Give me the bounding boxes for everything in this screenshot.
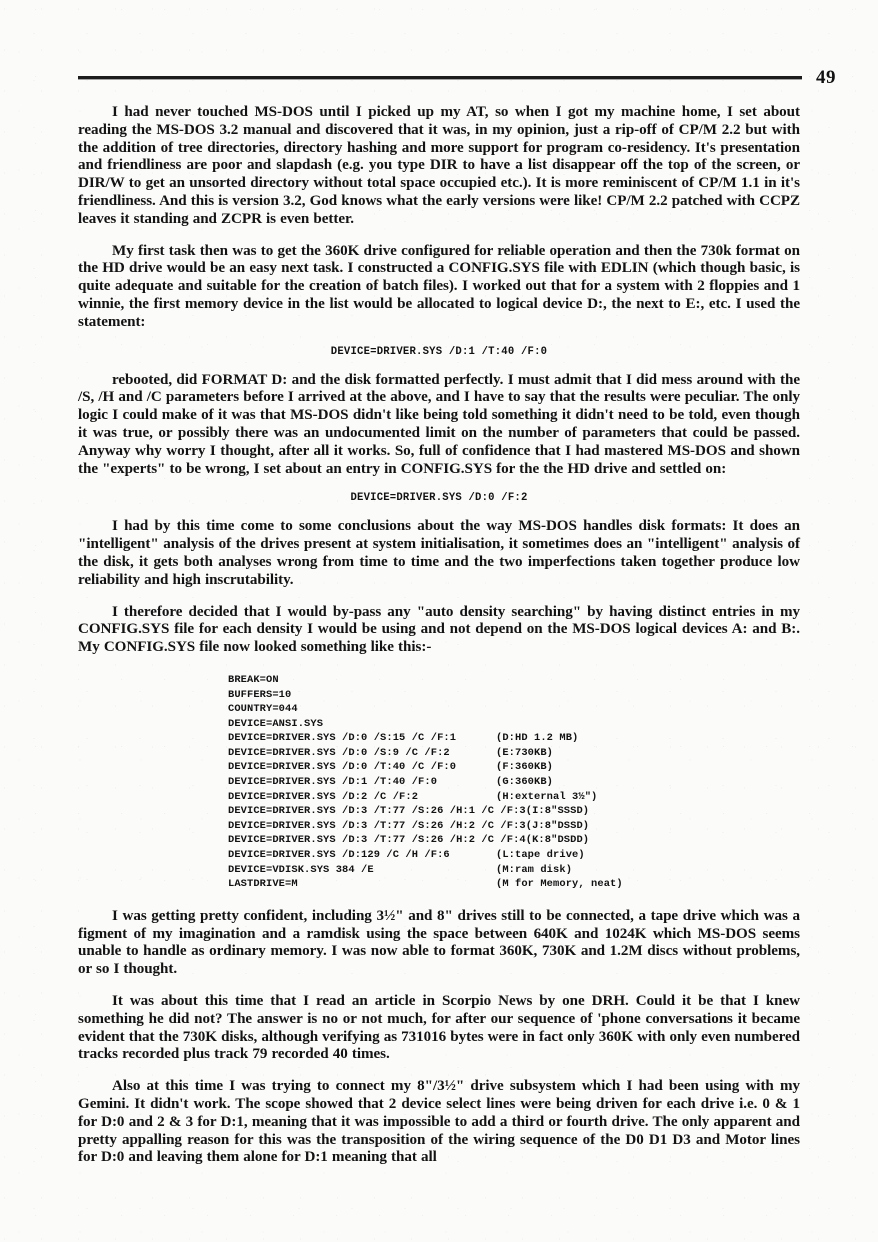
device-statement-1: DEVICE=DRIVER.SYS /D:1 /T:40 /F:0 (330, 345, 548, 358)
text-column (78, 104, 800, 1181)
listing-row (228, 848, 800, 863)
paragraph-6: I was getting pretty confident, including 3½" and 8" drives still to be connected, a tape drive which was a figment of my imagination and a ramdisk using the space between 640K and 1024K which MS-DOS seems unable to handle as ordinary memory. I was now able to format 360K, 730K and 1.2M discs without problems, or so I thought. (78, 907, 800, 978)
listing-note: (I:8"SSSD) (525, 805, 590, 818)
paragraph-8: Also at this time I was trying to connect my 8"/3½" drive subsystem which I had been using with my Gemini. It didn't work. The scope showed that 2 device select lines were being driven for each drive i.e. 0 & 1 for D:0 and 2 & 3 for D:1, meaning that it was impossible to add a third or fourth drive. The only apparent and pretty appalling reason for this was the transposition of the wiring sequence of the D0 D1 D3 and Motor lines for D:0 and leaving them alone for D:1 meaning that all (78, 1078, 800, 1166)
listing-statement: DEVICE=DRIVER.SYS /D:129 /C /H /F:6 (228, 849, 450, 862)
page-number: 49 (816, 66, 836, 88)
listing-statement: BREAK=ON (228, 673, 279, 686)
listing-statement: DEVICE=DRIVER.SYS /D:3 /T:77 /S:26 /H:1 /C /F:3 (228, 805, 526, 818)
listing-statement: DEVICE=DRIVER.SYS /D:3 /T:77 /S:26 /H:2 /C /F:4 (228, 834, 526, 847)
listing-note: (J:8"DSSD) (525, 819, 590, 832)
listing-note: (M for Memory, neat) (496, 878, 623, 891)
listing-row (228, 731, 800, 746)
listing-statement: DEVICE=DRIVER.SYS /D:0 /S:15 /C /F:1 (228, 732, 457, 745)
config-sys-listing (78, 673, 800, 892)
paragraph-5: I therefore decided that I would by-pass any "auto density searching" by having distinct entries in my CONFIG.SYS file for each density I would be using and not depend on the MS-DOS logical devices A: and B:. My CONFIG.SYS file now looked something like this:- (78, 603, 800, 656)
listing-note: (L:tape drive) (496, 849, 585, 862)
listing-row (228, 702, 800, 717)
listing-note: (K:8"DSDD) (525, 834, 590, 847)
listing-statement: DEVICE=DRIVER.SYS /D:0 /T:40 /C /F:0 (228, 761, 457, 774)
listing-row (228, 717, 800, 732)
listing-statement: DEVICE=DRIVER.SYS /D:0 /S:9 /C /F:2 (228, 746, 450, 759)
listing-statement: DEVICE=DRIVER.SYS /D:1 /T:40 /F:0 (228, 776, 438, 789)
listing-statement: DEVICE=VDISK.SYS 384 /E (228, 863, 374, 876)
listing-statement: DEVICE=ANSI.SYS (228, 717, 324, 730)
listing-note: (G:360KB) (496, 776, 554, 789)
listing-row (228, 819, 800, 834)
listing-note: (E:730KB) (496, 746, 554, 759)
listing-row (228, 863, 800, 878)
page-header (78, 62, 846, 92)
listing-statement: LASTDRIVE=M (228, 878, 298, 891)
listing-note: (D:HD 1.2 MB) (496, 732, 579, 745)
listing-note: (H:external 3½") (496, 790, 598, 803)
listing-statement: COUNTRY=044 (228, 703, 298, 716)
listing-note: (M:ram disk) (496, 863, 573, 876)
listing-row (228, 833, 800, 848)
listing-row (228, 877, 800, 892)
listing-statement: BUFFERS=10 (228, 688, 292, 701)
paragraph-7: It was about this time that I read an article in Scorpio News by one DRH. Could it be that I knew something he did not? The answer is no or not much, for after our sequence of 'phone conversations it became evident that the 730K disks, although verifying as 731016 bytes were in fact only 360K with only even numbered tracks recorded plus track 79 recorded 40 times. (78, 993, 800, 1063)
listing-row (228, 775, 800, 790)
listing-row (228, 688, 800, 703)
paragraph-4: I had by this time come to some conclusions about the way MS-DOS handles disk formats: It does an "intelligent" analysis of the drives present at system initialisation, it sometimes does an "intelligent" analysis of the disk, it gets both analyses wrong from time to time and the two imperfections taken together produce low reliability and high inscrutability. (78, 518, 800, 588)
header-rule (78, 76, 802, 79)
listing-row (228, 746, 800, 761)
listing-row (228, 790, 800, 805)
listing-row (228, 804, 800, 819)
listing-row (228, 673, 800, 688)
device-statement-2: DEVICE=DRIVER.SYS /D:0 /F:2 (350, 492, 528, 505)
paragraph-2: My first task then was to get the 360K drive configured for reliable operation and then the 730k format on the HD drive would be an easy next task. I constructed a CONFIG.SYS file with EDLIN (which though basic, is quite adequate and suitable for the creation of batch files). I worked out that for a system with 2 floppies and 1 winnie, the first memory device in the list would be allocated to logical device D:, the next to E:, etc. I used the statement: (78, 242, 800, 330)
paragraph-3: rebooted, did FORMAT D: and the disk formatted perfectly. I must admit that I did mess around with the /S, /H and /C parameters before I arrived at the above, and I have to say that the results were peculiar. The only logic I could make of it was that MS-DOS didn't like being told something it didn't need to be told, even though it was true, or possibly there was an undocumented limit on the number of parameters that could be passed. Anyway why worry I thought, after all it works. So, full of confidence that I had mastered MS-DOS and shown the "experts" to be wrong, I set about an entry in CONFIG.SYS for the the HD drive and settled on: (78, 371, 800, 477)
listing-statement: DEVICE=DRIVER.SYS /D:2 /C /F:2 (228, 790, 419, 803)
listing-statement: DEVICE=DRIVER.SYS /D:3 /T:77 /S:26 /H:2 /C /F:3 (228, 819, 526, 832)
listing-row (228, 760, 800, 775)
paragraph-1: I had never touched MS-DOS until I picked up my AT, so when I got my machine home, I set about reading the MS-DOS 3.2 manual and discovered that it was, in my opinion, just a rip-off of CP/M 2.2 but with the addition of tree directories, directory hashing and more support for program co-residency. It's presentation and friendliness are poor and slapdash (e.g. you type DIR to have a list disappear off the top of the screen, or DIR/W to get an unsorted directory without total space occupied etc.). It is more reminiscent of CP/M 1.1 in it's friendliness. And this is version 3.2, God knows what the early versions were like! CP/M 2.2 patched with CCPZ leaves it standing and ZCPR is even better. (78, 104, 800, 227)
listing-note: (F:360KB) (496, 761, 554, 774)
